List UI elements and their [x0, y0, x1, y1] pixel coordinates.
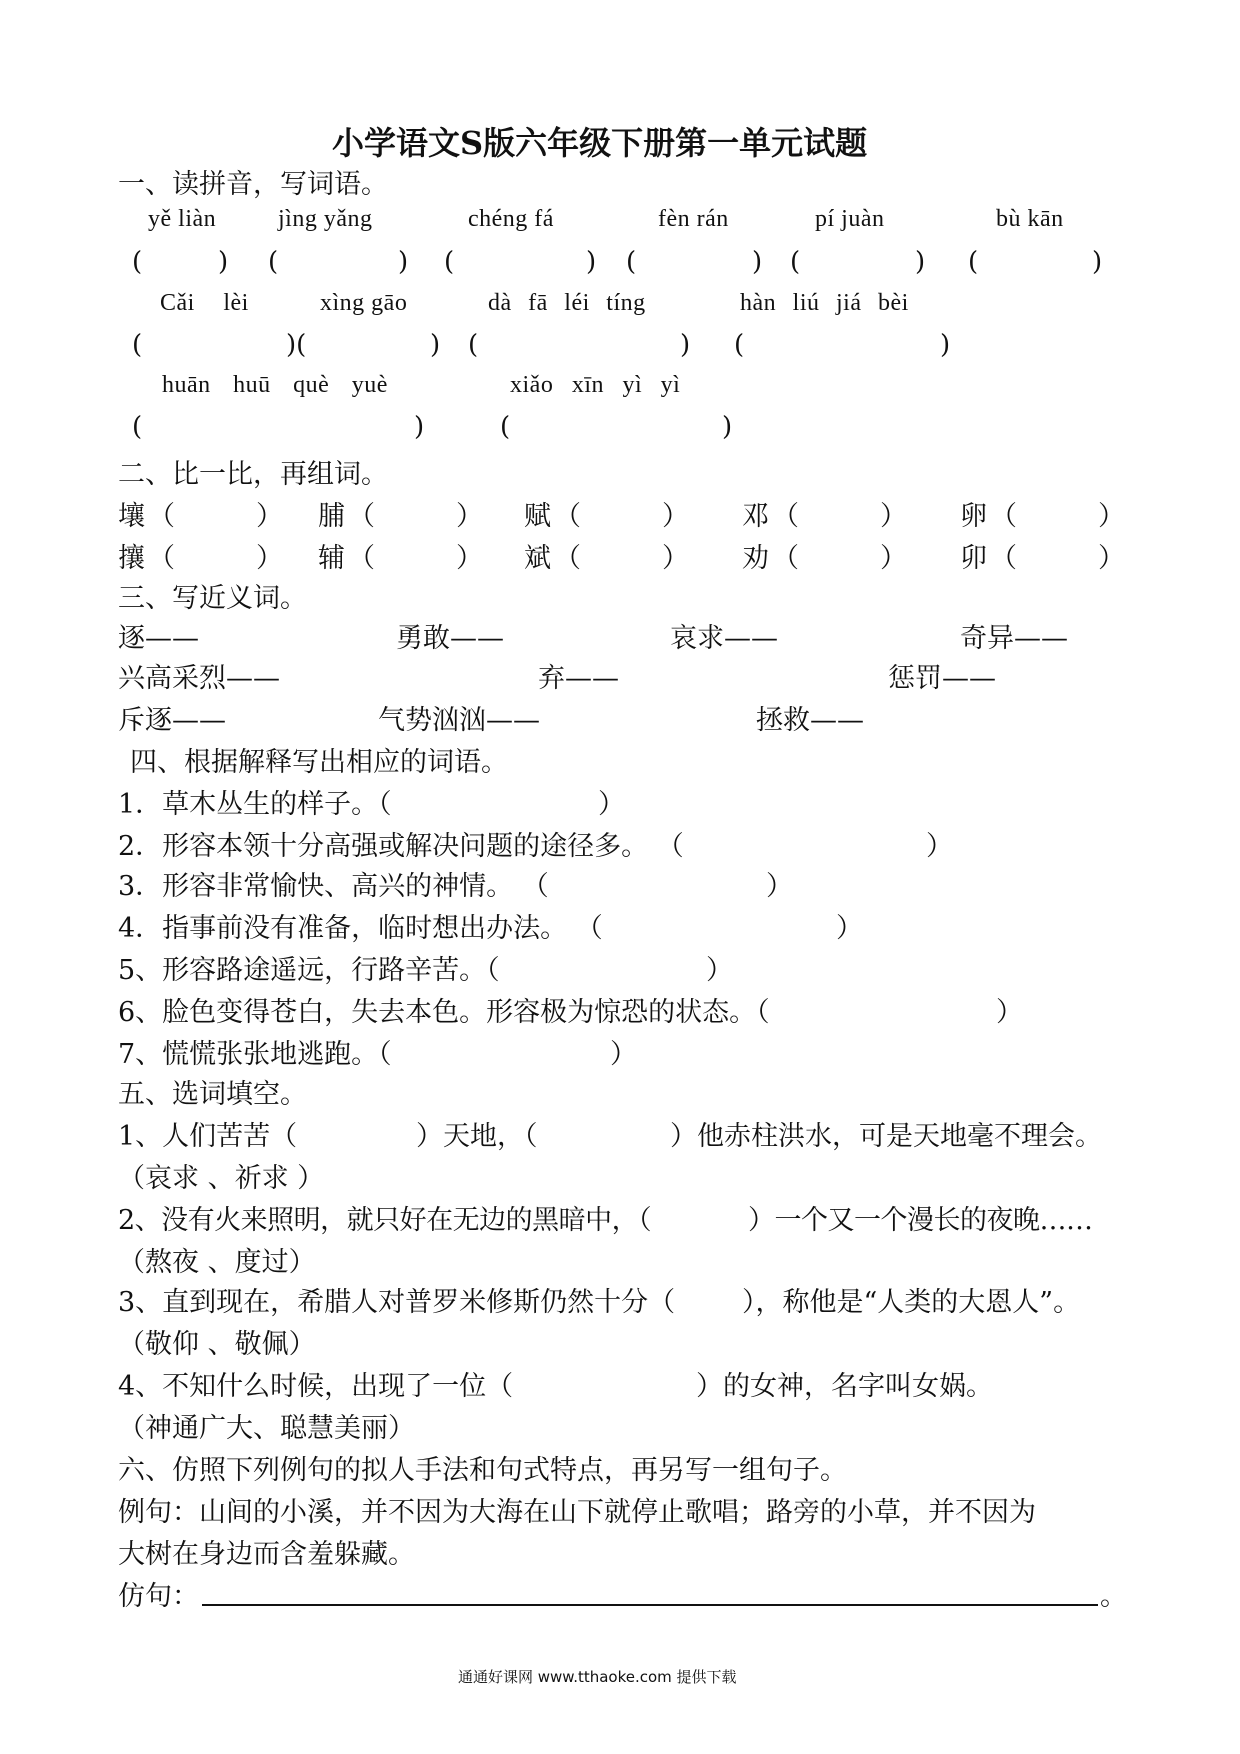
answer-paren[interactable]: ): [1092, 247, 1103, 277]
answer-paren[interactable]: (: [626, 247, 637, 277]
char-item: 卵: [960, 501, 987, 532]
synonym-item[interactable]: 逐——: [118, 623, 199, 654]
char-item: 卯: [960, 543, 987, 574]
fill-question: 3、直到现在，希腊人对普罗米修斯仍然十分（: [118, 1287, 676, 1318]
answer-paren[interactable]: （ ）: [772, 501, 907, 532]
answer-paren[interactable]: (: [132, 247, 143, 277]
char-item: 壤: [118, 501, 145, 532]
section4-heading: 四、根据解释写出相应的词语。: [130, 747, 508, 778]
synonym-item[interactable]: 奇异——: [960, 623, 1068, 654]
answer-paren[interactable]: ): [752, 247, 763, 277]
char-item: 辅: [318, 543, 345, 574]
answer-paren[interactable]: ): [940, 330, 951, 360]
char-item: 赋: [524, 501, 551, 532]
answer-paren[interactable]: (: [268, 247, 279, 277]
synonym-item[interactable]: 惩罚——: [888, 663, 996, 694]
definition-item: 6、脸色变得苍白，失去本色。形容极为惊恐的状态。（: [118, 997, 770, 1028]
imitate-answer-line[interactable]: [202, 1604, 1098, 1606]
char-item: 邓: [742, 501, 769, 532]
example-sentence: 大树在身边而含羞躲藏。: [118, 1539, 415, 1570]
pinyin: dà fā léi tíng: [488, 290, 646, 316]
answer-paren[interactable]: (: [468, 330, 479, 360]
word-options: （神通广大、聪慧美丽）: [118, 1413, 415, 1444]
answer-paren[interactable]: (: [132, 412, 143, 442]
definition-item: 4．指事前没有准备，临时想出办法。 （: [118, 913, 603, 944]
pinyin: jìng yǎng: [278, 206, 373, 232]
answer-paren[interactable]: ）: [996, 997, 1023, 1028]
answer-paren[interactable]: ): [680, 330, 691, 360]
example-sentence: 例句：山间的小溪，并不因为大海在山下就停止歌唱；路旁的小草，并不因为: [118, 1497, 1036, 1528]
fill-question: ）的女神，名字叫女娲。: [696, 1371, 993, 1402]
answer-paren[interactable]: ): [398, 247, 409, 277]
answer-paren[interactable]: （ ）: [148, 501, 283, 532]
answer-paren[interactable]: （ ）: [348, 543, 483, 574]
word-options: （熬夜 、度过）: [118, 1247, 316, 1278]
answer-paren[interactable]: ): [218, 247, 229, 277]
answer-paren[interactable]: ）: [706, 955, 733, 986]
answer-paren[interactable]: ）: [766, 871, 793, 902]
answer-paren[interactable]: (: [132, 330, 143, 360]
word-options: （敬仰 、敬佩）: [118, 1329, 316, 1360]
answer-paren[interactable]: )(: [286, 330, 307, 360]
answer-paren[interactable]: (: [500, 412, 511, 442]
answer-paren[interactable]: ): [915, 247, 926, 277]
pinyin: chéng fá: [468, 206, 554, 232]
fill-question: ）一个又一个漫长的夜晚……: [748, 1205, 1093, 1236]
synonym-item[interactable]: 弃——: [538, 663, 619, 694]
pinyin: xìng gāo: [320, 290, 408, 316]
answer-paren[interactable]: ): [586, 247, 597, 277]
section6-heading: 六、仿照下列例句的拟人手法和句式特点，再另写一组句子。: [118, 1455, 847, 1486]
fill-question: 2、没有火来照明，就只好在无边的黑暗中，（: [118, 1205, 652, 1236]
end-mark: 。: [1100, 1581, 1127, 1612]
definition-item: 3．形容非常愉快、高兴的神情。 （: [118, 871, 549, 902]
char-item: 斌: [524, 543, 551, 574]
answer-paren[interactable]: ): [414, 412, 425, 442]
definition-item: 5、形容路途遥远，行路辛苦。（: [118, 955, 500, 986]
answer-paren[interactable]: (: [444, 247, 455, 277]
char-item: 攘: [118, 543, 145, 574]
section2-heading: 二、比一比，再组词。: [118, 459, 388, 490]
definition-item: 1．草木丛生的样子。（: [118, 789, 392, 820]
page-title: 小学语文S版六年级下册第一单元试题: [332, 124, 868, 162]
section5-heading: 五、选词填空。: [118, 1079, 307, 1110]
answer-paren[interactable]: （ ）: [990, 543, 1125, 574]
answer-paren[interactable]: ）: [836, 913, 863, 944]
pinyin: Cǎi lèi: [160, 290, 249, 316]
fill-question: ）他赤柱洪水，可是天地毫不理会。: [670, 1121, 1102, 1152]
answer-paren[interactable]: （ ）: [772, 543, 907, 574]
answer-paren[interactable]: (: [790, 247, 801, 277]
fill-question: 1、人们苦苦（: [118, 1121, 298, 1152]
pinyin: hàn liú jiá bèi: [740, 290, 909, 316]
section3-heading: 三、写近义词。: [118, 583, 307, 614]
answer-paren[interactable]: （ ）: [348, 501, 483, 532]
char-item: 劝: [742, 543, 769, 574]
answer-paren[interactable]: （ ）: [148, 543, 283, 574]
answer-paren[interactable]: ）: [926, 831, 953, 862]
synonym-item[interactable]: 勇敢——: [396, 623, 504, 654]
fill-question: ），称他是“人类的大恩人”。: [742, 1287, 1081, 1318]
section1-heading: 一、读拼音，写词语。: [118, 169, 388, 200]
pinyin: huān huū què yuè: [162, 372, 388, 398]
answer-paren[interactable]: ): [722, 412, 733, 442]
answer-paren[interactable]: （ ）: [990, 501, 1125, 532]
synonym-item[interactable]: 兴高采烈——: [118, 663, 280, 694]
answer-paren[interactable]: ）: [610, 1039, 637, 1070]
pinyin: xiǎo xīn yì yì: [510, 372, 681, 398]
footer-credit: 通通好课网 www.tthaoke.com 提供下载: [458, 1668, 737, 1686]
pinyin: yě liàn: [148, 206, 217, 232]
answer-paren[interactable]: (: [968, 247, 979, 277]
definition-item: 2．形容本领十分高强或解决问题的途径多。 （: [118, 831, 684, 862]
word-options: （哀求 、祈求 ）: [118, 1163, 325, 1194]
pinyin: fèn rán: [658, 206, 729, 232]
answer-paren[interactable]: (: [734, 330, 745, 360]
fill-question: 4、不知什么时候，出现了一位（: [118, 1371, 514, 1402]
synonym-item[interactable]: 气势汹汹——: [378, 705, 540, 736]
imitate-label: 仿句：: [118, 1581, 199, 1612]
char-item: 脯: [318, 501, 345, 532]
answer-paren[interactable]: ）: [598, 789, 625, 820]
answer-paren[interactable]: （ ）: [554, 501, 689, 532]
synonym-item[interactable]: 哀求——: [670, 623, 778, 654]
answer-paren[interactable]: ): [430, 330, 441, 360]
synonym-item[interactable]: 拯救——: [756, 705, 864, 736]
synonym-item[interactable]: 斥逐——: [118, 705, 226, 736]
pinyin: pí juàn: [815, 206, 885, 232]
fill-question: ）天地，（: [416, 1121, 538, 1152]
answer-paren[interactable]: （ ）: [554, 543, 689, 574]
pinyin: bù kān: [996, 206, 1064, 232]
definition-item: 7、慌慌张张地逃跑。（: [118, 1039, 392, 1070]
